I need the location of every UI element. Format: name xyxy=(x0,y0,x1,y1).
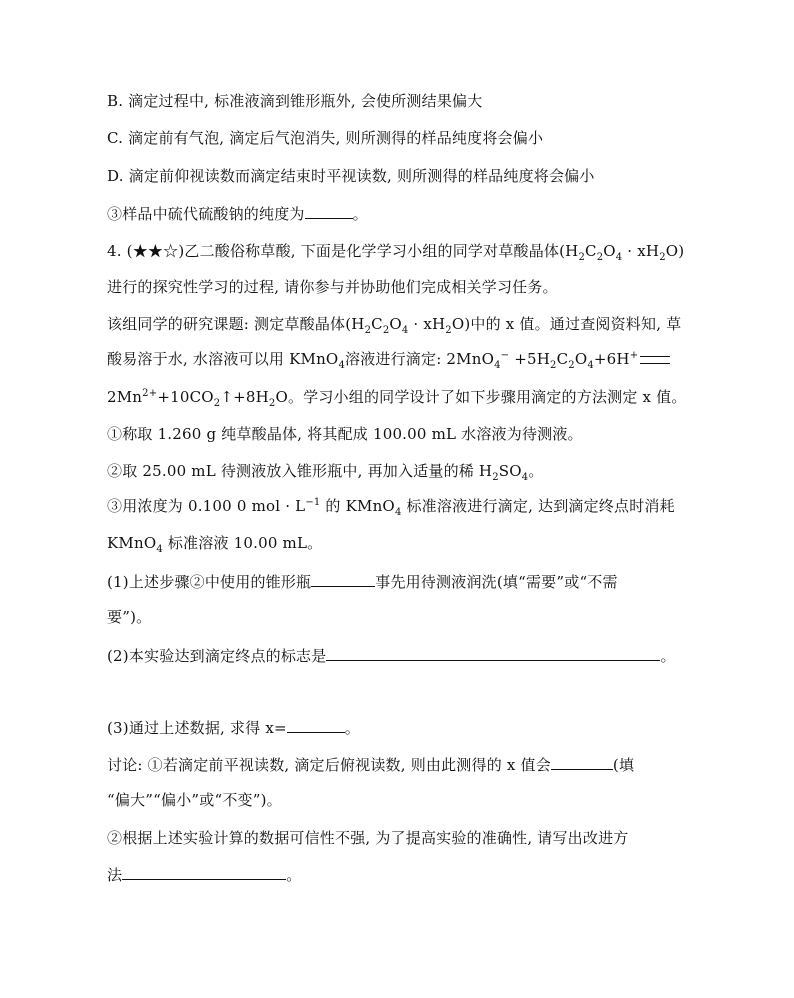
step-3-cont xyxy=(107,533,322,553)
step-2 xyxy=(107,461,544,481)
subscript: 2 xyxy=(596,252,604,263)
step-text: 的 KMnO xyxy=(320,497,395,515)
subscript: 2 xyxy=(550,360,557,371)
discussion-1 xyxy=(107,754,634,775)
research-topic xyxy=(107,314,681,334)
step-text: ③用浓度为 0.100 0 mol · L xyxy=(107,497,306,515)
equals-sign-icon xyxy=(640,356,670,364)
option-d-text: D. 滴定前仰视读数而滴定结束时平视读数, 则所测得的样品纯度将会偏小 xyxy=(107,167,595,185)
equation-line-1 xyxy=(107,349,670,369)
answer-blank-purity[interactable] xyxy=(305,203,353,219)
sub-question-1-cont xyxy=(107,607,151,627)
subscript: 4 xyxy=(615,252,623,263)
discussion-2 xyxy=(107,828,628,848)
topic-text: C xyxy=(371,315,383,333)
subscript: 2 xyxy=(382,325,390,336)
subscript: 2 xyxy=(568,360,575,371)
sub-question-1 xyxy=(107,571,618,592)
step-text: 。 xyxy=(528,462,544,480)
subscript: 2 xyxy=(445,325,452,336)
option-b xyxy=(107,91,482,111)
answer-blank-4[interactable] xyxy=(551,754,613,770)
discussion-1-cont xyxy=(107,790,282,810)
step-text: SO xyxy=(498,462,522,480)
punct: 。 xyxy=(660,647,676,665)
equation-text: 溶液进行滴定: 2MnO xyxy=(345,350,495,368)
answer-blank-2[interactable] xyxy=(326,645,660,661)
option-c-text: C. 滴定前有气泡, 滴定后气泡消失, 则所测得的样品纯度将会偏小 xyxy=(107,129,544,147)
subscript: 4 xyxy=(156,544,163,555)
punct: 。 xyxy=(352,205,368,223)
discussion-text: 讨论: ①若滴定前平视读数, 滴定后俯视读数, 则由此测得的 x 值会 xyxy=(107,756,551,774)
step-3 xyxy=(107,496,675,516)
q4-text: 4. (★★☆)乙二酸俗称草酸, 下面是化学学习小组的同学对草酸晶体(H xyxy=(107,242,579,260)
superscript: − xyxy=(500,350,510,361)
subscript: 4 xyxy=(521,472,529,483)
subscript: 4 xyxy=(338,360,345,371)
step-text: ②取 25.00 mL 待测液放入锥形瓶中, 再加入适量的稀 H xyxy=(107,462,493,480)
answer-blank-5[interactable] xyxy=(122,864,286,880)
topic-text: · xH xyxy=(408,315,446,333)
purity-question-text: ③样品中硫代硫酸钠的纯度为 xyxy=(107,205,305,223)
discussion-text: “偏大”“偏小”或“不变”)。 xyxy=(107,791,282,809)
equation-text: ↑+8H xyxy=(220,388,269,406)
option-b-text: B. 滴定过程中, 标准液滴到锥形瓶外, 会使所测结果偏大 xyxy=(107,92,483,110)
subscript: 4 xyxy=(587,360,594,371)
question-4-intro-cont xyxy=(107,277,558,297)
equation-text: O。学习小组的同学设计了如下步骤用滴定的方法测定 x 值。 xyxy=(275,388,687,406)
punct: 。 xyxy=(344,719,360,737)
sub-question-text: (1)上述步骤②中使用的锥形瓶 xyxy=(107,573,312,591)
option-c xyxy=(107,128,543,148)
subscript: 2 xyxy=(213,398,221,409)
superscript: 2+ xyxy=(142,388,158,399)
topic-text: O)中的 x 值。通过查阅资料知, 草 xyxy=(451,315,682,333)
subscript: 2 xyxy=(492,472,499,483)
discussion-2-cont xyxy=(107,864,301,885)
sub-question-text: 事先用待测液润洗(填“需要”或“不需 xyxy=(375,573,618,591)
topic-text: O xyxy=(389,315,402,333)
answer-blank-3[interactable] xyxy=(287,717,345,733)
sub-question-2 xyxy=(107,645,676,666)
superscript: −1 xyxy=(305,497,321,508)
question-4-intro xyxy=(107,241,684,261)
equation-text: +10CO xyxy=(157,388,214,406)
q4-text: C xyxy=(585,242,597,260)
option-d xyxy=(107,166,595,186)
subscript: 2 xyxy=(364,325,372,336)
subscript: 4 xyxy=(394,507,402,518)
step-1 xyxy=(107,424,583,444)
equation-text: +6H xyxy=(593,350,630,368)
equation-text: C xyxy=(556,350,569,368)
answer-blank-1[interactable] xyxy=(311,571,375,587)
step-text: KMnO xyxy=(107,534,157,552)
step-text: ①称取 1.260 g 纯草酸晶体, 将其配成 100.00 mL 水溶液为待测液。 xyxy=(107,425,583,443)
equation-text: 酸易溶于水, 水溶液可以用 KMnO xyxy=(107,350,339,368)
subscript: 2 xyxy=(578,252,586,263)
sub-question-text: (2)本实验达到滴定终点的标志是 xyxy=(107,647,327,665)
q4-text: 进行的探究性学习的过程, 请你参与并协助他们完成相关学习任务。 xyxy=(107,278,558,296)
subscript: 2 xyxy=(268,398,276,409)
discussion-text: ②根据上述实验计算的数据可信性不强, 为了提高实验的准确性, 请写出改进方 xyxy=(107,829,629,847)
q4-text: · xH xyxy=(622,242,660,260)
topic-text: 该组同学的研究课题: 测定草酸晶体(H xyxy=(107,315,365,333)
equation-text: O xyxy=(574,350,588,368)
sub-question-3 xyxy=(107,717,360,738)
q4-text: O) xyxy=(665,242,685,260)
discussion-text: (填 xyxy=(612,756,635,774)
step-text: 标准溶液进行滴定, 达到滴定终点时消耗 xyxy=(401,497,675,515)
purity-question xyxy=(107,203,368,224)
discussion-text: 法 xyxy=(107,866,123,884)
q4-text: O xyxy=(603,242,616,260)
step-text: 标准溶液 10.00 mL。 xyxy=(162,534,323,552)
subscript: 4 xyxy=(401,325,409,336)
equation-text: +5H xyxy=(509,350,551,368)
superscript: + xyxy=(629,350,639,361)
subscript: 2 xyxy=(659,252,666,263)
equation-line-2 xyxy=(107,387,687,407)
sub-question-text: 要”)。 xyxy=(107,608,152,626)
equation-text: 2Mn xyxy=(107,388,143,406)
punct: 。 xyxy=(286,866,302,884)
sub-question-text: (3)通过上述数据, 求得 x= xyxy=(107,719,287,737)
subscript: 4 xyxy=(494,360,501,371)
